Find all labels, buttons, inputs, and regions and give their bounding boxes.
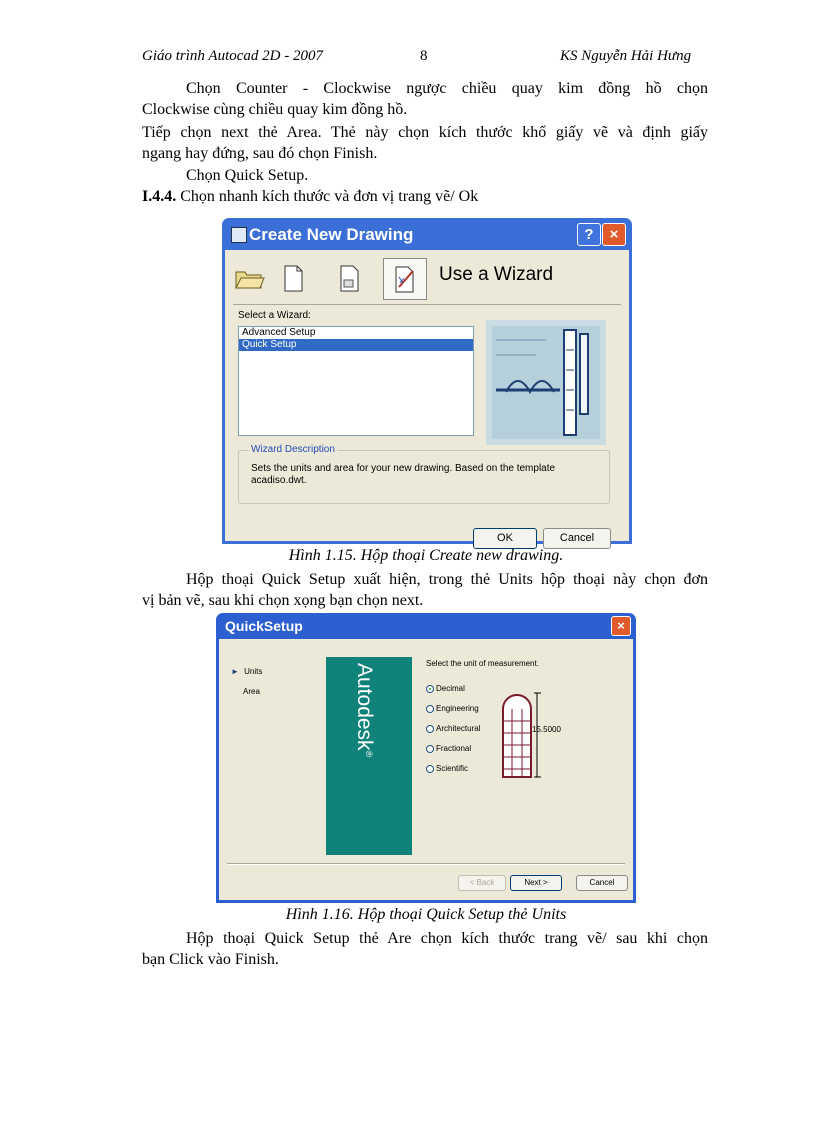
brand-name: Autodesk — [353, 663, 376, 751]
divider — [233, 304, 621, 305]
divider — [227, 863, 625, 865]
autocad-app-icon — [231, 227, 247, 243]
wizard-listbox[interactable] — [238, 326, 474, 436]
radio-icon — [426, 725, 434, 733]
dialog-body — [225, 250, 629, 544]
close-button[interactable]: × — [611, 616, 631, 636]
use-wizard-tab[interactable] — [383, 258, 427, 300]
next-button[interactable]: Next > — [510, 875, 562, 891]
ok-button[interactable]: OK — [473, 528, 537, 549]
wizard-description-label: Wizard Description — [251, 444, 335, 455]
nav-item-label: Units — [244, 667, 263, 676]
cancel-button[interactable]: Cancel — [576, 875, 628, 891]
unit-radio-fractional[interactable] — [426, 744, 471, 753]
dialog-titlebar — [225, 218, 629, 250]
paragraph-line: Chọn Quick Setup. — [186, 167, 309, 184]
dialog-title: Create New Drawing — [249, 225, 414, 244]
paragraph-line: Hộp thoại Quick Setup xuất hiện, trong thẻ Units hộp thoại này chọn đơn — [186, 571, 708, 588]
paragraph-line: Tiếp chọn next thẻ Area. Thẻ này chọn kích thước khổ giấy vẽ và định giấy — [142, 124, 708, 141]
radio-label: Scientific — [436, 764, 469, 773]
paragraph-line: bạn Click vào Finish. — [142, 951, 279, 968]
nav-item-area[interactable]: Area — [243, 687, 260, 696]
page-number: 8 — [420, 48, 428, 64]
trademark-symbol: ® — [364, 750, 374, 758]
radio-label: Engineering — [436, 704, 479, 713]
radio-icon — [426, 745, 434, 753]
wizard-description-text: Sets the units and area for your new drawing. Based on the template acadiso.dwt. — [251, 463, 556, 486]
unit-radio-engineering[interactable] — [426, 704, 479, 713]
paragraph-line: Chọn Counter - Clockwise ngược chiều quay kim đồng hồ chọn — [186, 80, 708, 97]
wizard-icon — [389, 263, 421, 295]
section-heading — [142, 186, 478, 207]
figure-caption: Hình 1.16. Hộp thoại Quick Setup thẻ Units — [285, 906, 567, 923]
back-button[interactable]: < Back — [458, 875, 506, 891]
header-right: KS Nguyễn Hải Hưng — [560, 48, 692, 64]
wizard-heading: Use a Wizard — [439, 264, 554, 285]
paragraph-line: vị bản vẽ, sau khi chọn xọng bạn chọn next. — [142, 592, 424, 609]
create-new-drawing-dialog — [222, 218, 632, 544]
quick-setup-dialog — [216, 613, 636, 903]
section-number: I.4.4. — [142, 188, 177, 205]
nav-item-units[interactable] — [231, 667, 262, 676]
radio-selected-icon — [426, 685, 434, 693]
current-step-marker-icon: ► — [231, 667, 239, 676]
brand-wordmark — [352, 663, 376, 757]
wizard-option-quick-setup[interactable]: Quick Setup — [239, 339, 473, 351]
radio-icon — [426, 705, 434, 713]
wizard-description-group — [238, 444, 610, 504]
section-text: Chọn nhanh kích thước và đơn vị trang vẽ/ Ok — [176, 188, 479, 205]
header-left: Giáo trình Autocad 2D - 2007 — [142, 48, 323, 64]
autodesk-brand-panel — [326, 657, 412, 855]
paragraph-line: Hộp thoại Quick Setup thẻ Are chọn kích thước trang vẽ/ sau khi chọn — [186, 930, 708, 947]
start-from-scratch-icon[interactable] — [277, 262, 309, 294]
radio-label: Fractional — [436, 744, 472, 753]
paragraph-line: ngang hay đứng, sau đó chọn Finish. — [142, 145, 378, 162]
paragraph-line: Clockwise cùng chiều quay kim đồng hồ. — [142, 101, 408, 118]
dialog-titlebar — [219, 613, 633, 639]
wizard-preview-image — [486, 320, 606, 445]
dialog-title: QuickSetup — [225, 618, 303, 634]
radio-label: Architectural — [436, 724, 481, 733]
open-drawing-icon[interactable] — [233, 262, 265, 294]
cancel-button[interactable]: Cancel — [543, 528, 611, 549]
unit-radio-decimal[interactable] — [426, 684, 465, 693]
figure-caption: Hình 1.15. Hộp thoại Create new drawing. — [288, 547, 564, 564]
window-preview-icon — [499, 691, 543, 779]
radio-icon — [426, 765, 434, 773]
unit-radio-scientific[interactable] — [426, 764, 468, 773]
dialog-body — [219, 639, 633, 900]
help-button[interactable]: ? — [577, 223, 601, 246]
radio-label: Decimal — [436, 684, 465, 693]
dimension-value: 15.5000 — [532, 725, 561, 734]
unit-measurement-label: Select the unit of measurement. — [426, 659, 539, 668]
wizard-option-advanced-setup[interactable]: Advanced Setup — [242, 327, 316, 338]
unit-radio-architectural[interactable] — [426, 724, 480, 733]
select-wizard-label: Select a Wizard: — [238, 310, 311, 321]
close-button[interactable]: × — [602, 223, 626, 246]
use-template-icon[interactable] — [333, 262, 365, 294]
